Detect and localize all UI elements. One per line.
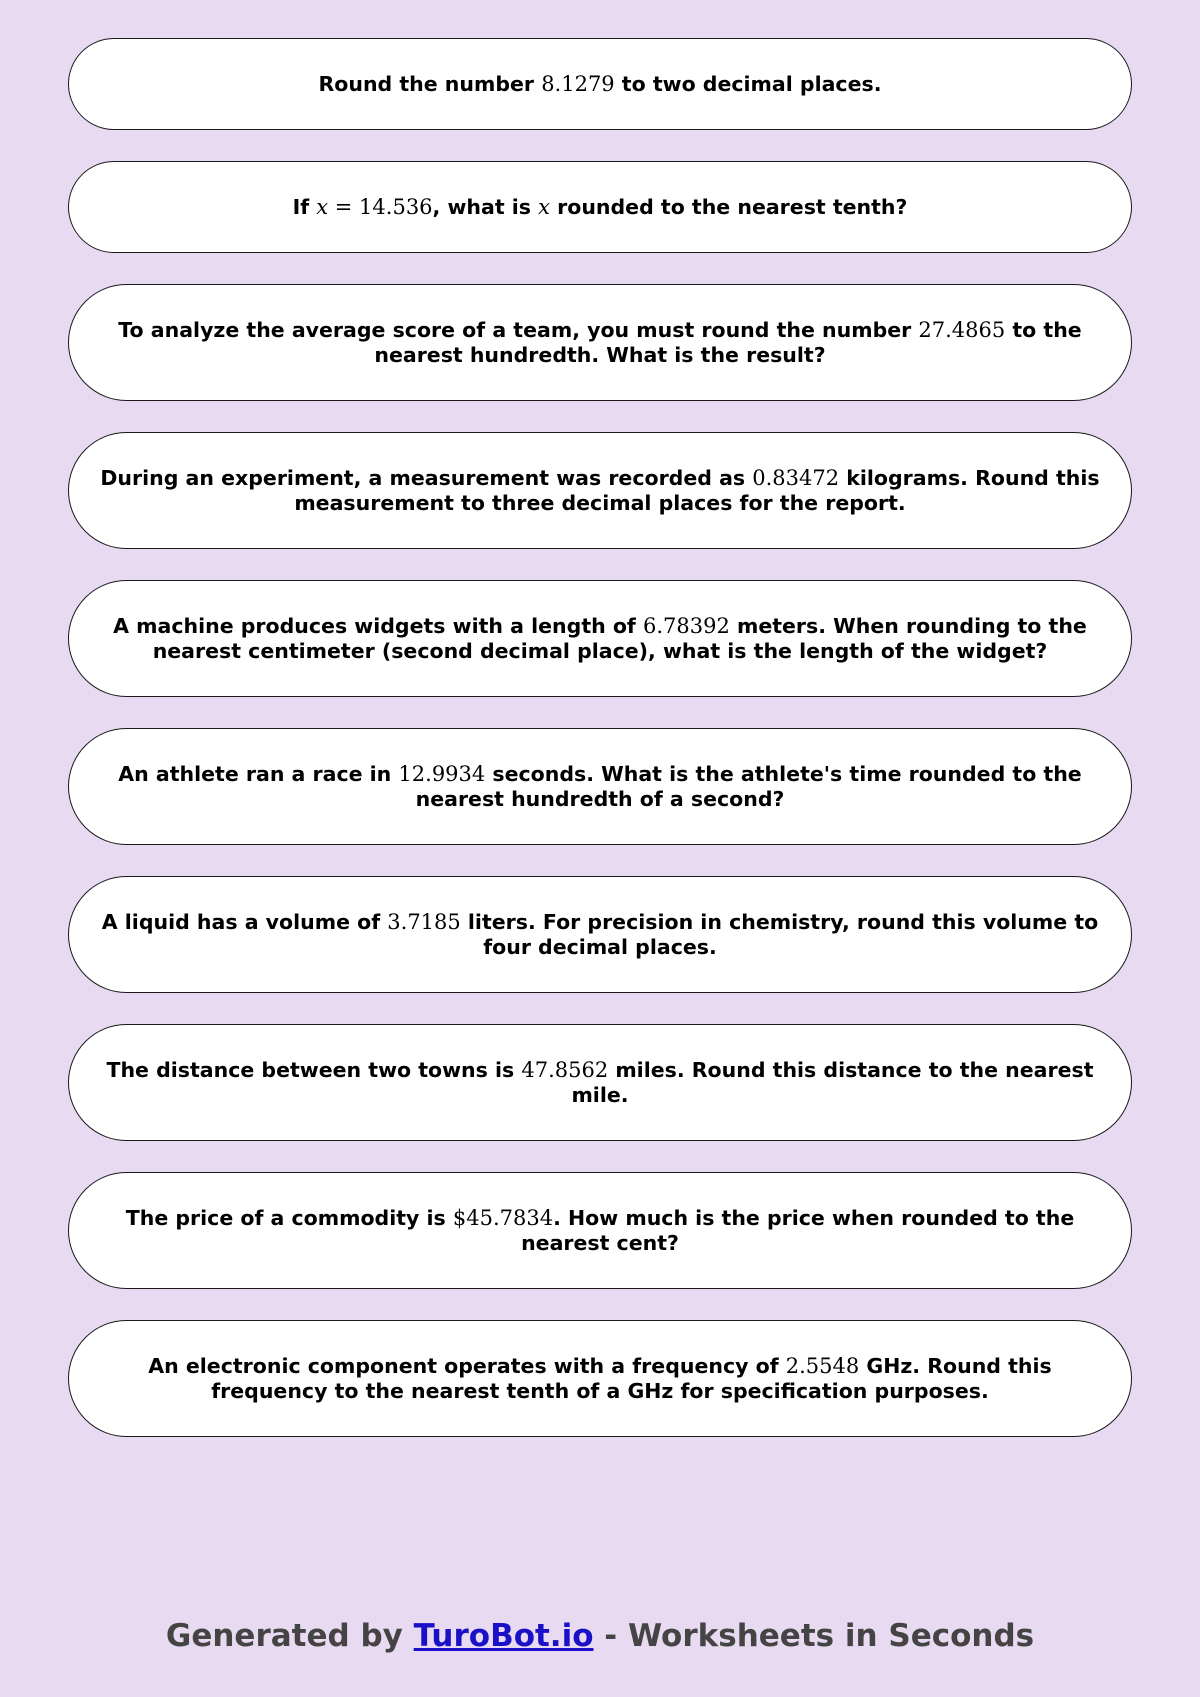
math-value: 2.5548 — [785, 1353, 860, 1378]
question-card-6 — [68, 728, 1132, 845]
math-variable: x — [316, 194, 329, 219]
question-card-2 — [68, 161, 1132, 253]
question-text: A machine produces widgets with a length of 6.78392 meters. When rounding to the nearest centimeter (second decimal place), what is the length of the widget? — [113, 613, 1087, 663]
math-value: 3.7185 — [387, 909, 461, 934]
math-value: 8.1279 — [541, 71, 615, 96]
question-card-5 — [68, 580, 1132, 697]
question-card-7 — [68, 876, 1132, 993]
question-text: The distance between two towns is 47.8562 miles. Round this distance to the nearest mile. — [106, 1057, 1094, 1107]
question-card-9 — [68, 1172, 1132, 1289]
math-variable: x — [538, 194, 550, 219]
turobot-link[interactable]: TuroBot.io — [413, 1618, 594, 1654]
question-text: Round the number 8.1279 to two decimal places. — [318, 71, 882, 96]
question-text: During an experiment, a measurement was recorded as 0.83472 kilograms. Round this measurement to three decimal places for the report. — [100, 465, 1100, 515]
question-text: A liquid has a volume of 3.7185 liters. For precision in chemistry, round this volume to four decimal places. — [101, 909, 1099, 959]
question-card-10 — [68, 1320, 1132, 1437]
footer-suffix: - Worksheets in Seconds — [593, 1618, 1035, 1654]
question-card-4 — [68, 432, 1132, 549]
question-card-8 — [68, 1024, 1132, 1141]
question-text: An athlete ran a race in 12.9934 seconds. What is the athlete's time rounded to the nearest hundredth of a second? — [118, 761, 1082, 811]
math-value: $45.7834 — [452, 1205, 554, 1230]
math-value: 0.83472 — [752, 465, 840, 490]
question-text: To analyze the average score of a team, you must round the number 27.4865 to the nearest hundredth. What is the result? — [118, 317, 1082, 367]
question-text: If x = 14.536, what is x rounded to the nearest tenth? — [292, 194, 908, 219]
math-value: 6.78392 — [642, 613, 730, 638]
question-text: The price of a commodity is $45.7834. How much is the price when rounded to the nearest cent? — [125, 1205, 1075, 1255]
question-list — [68, 38, 1132, 1468]
math-value: 27.4865 — [918, 317, 1006, 342]
question-card-3 — [68, 284, 1132, 401]
question-text: An electronic component operates with a frequency of 2.5548 GHz. Round this frequency to the nearest tenth of a GHz for specification purposes. — [148, 1353, 1052, 1403]
math-value: 12.9934 — [398, 761, 486, 786]
question-card-1 — [68, 38, 1132, 130]
math-expression: x = 14.536 — [316, 194, 433, 219]
footer — [0, 1618, 1200, 1654]
math-value: 47.8562 — [521, 1057, 609, 1082]
footer-prefix: Generated by — [165, 1618, 414, 1654]
